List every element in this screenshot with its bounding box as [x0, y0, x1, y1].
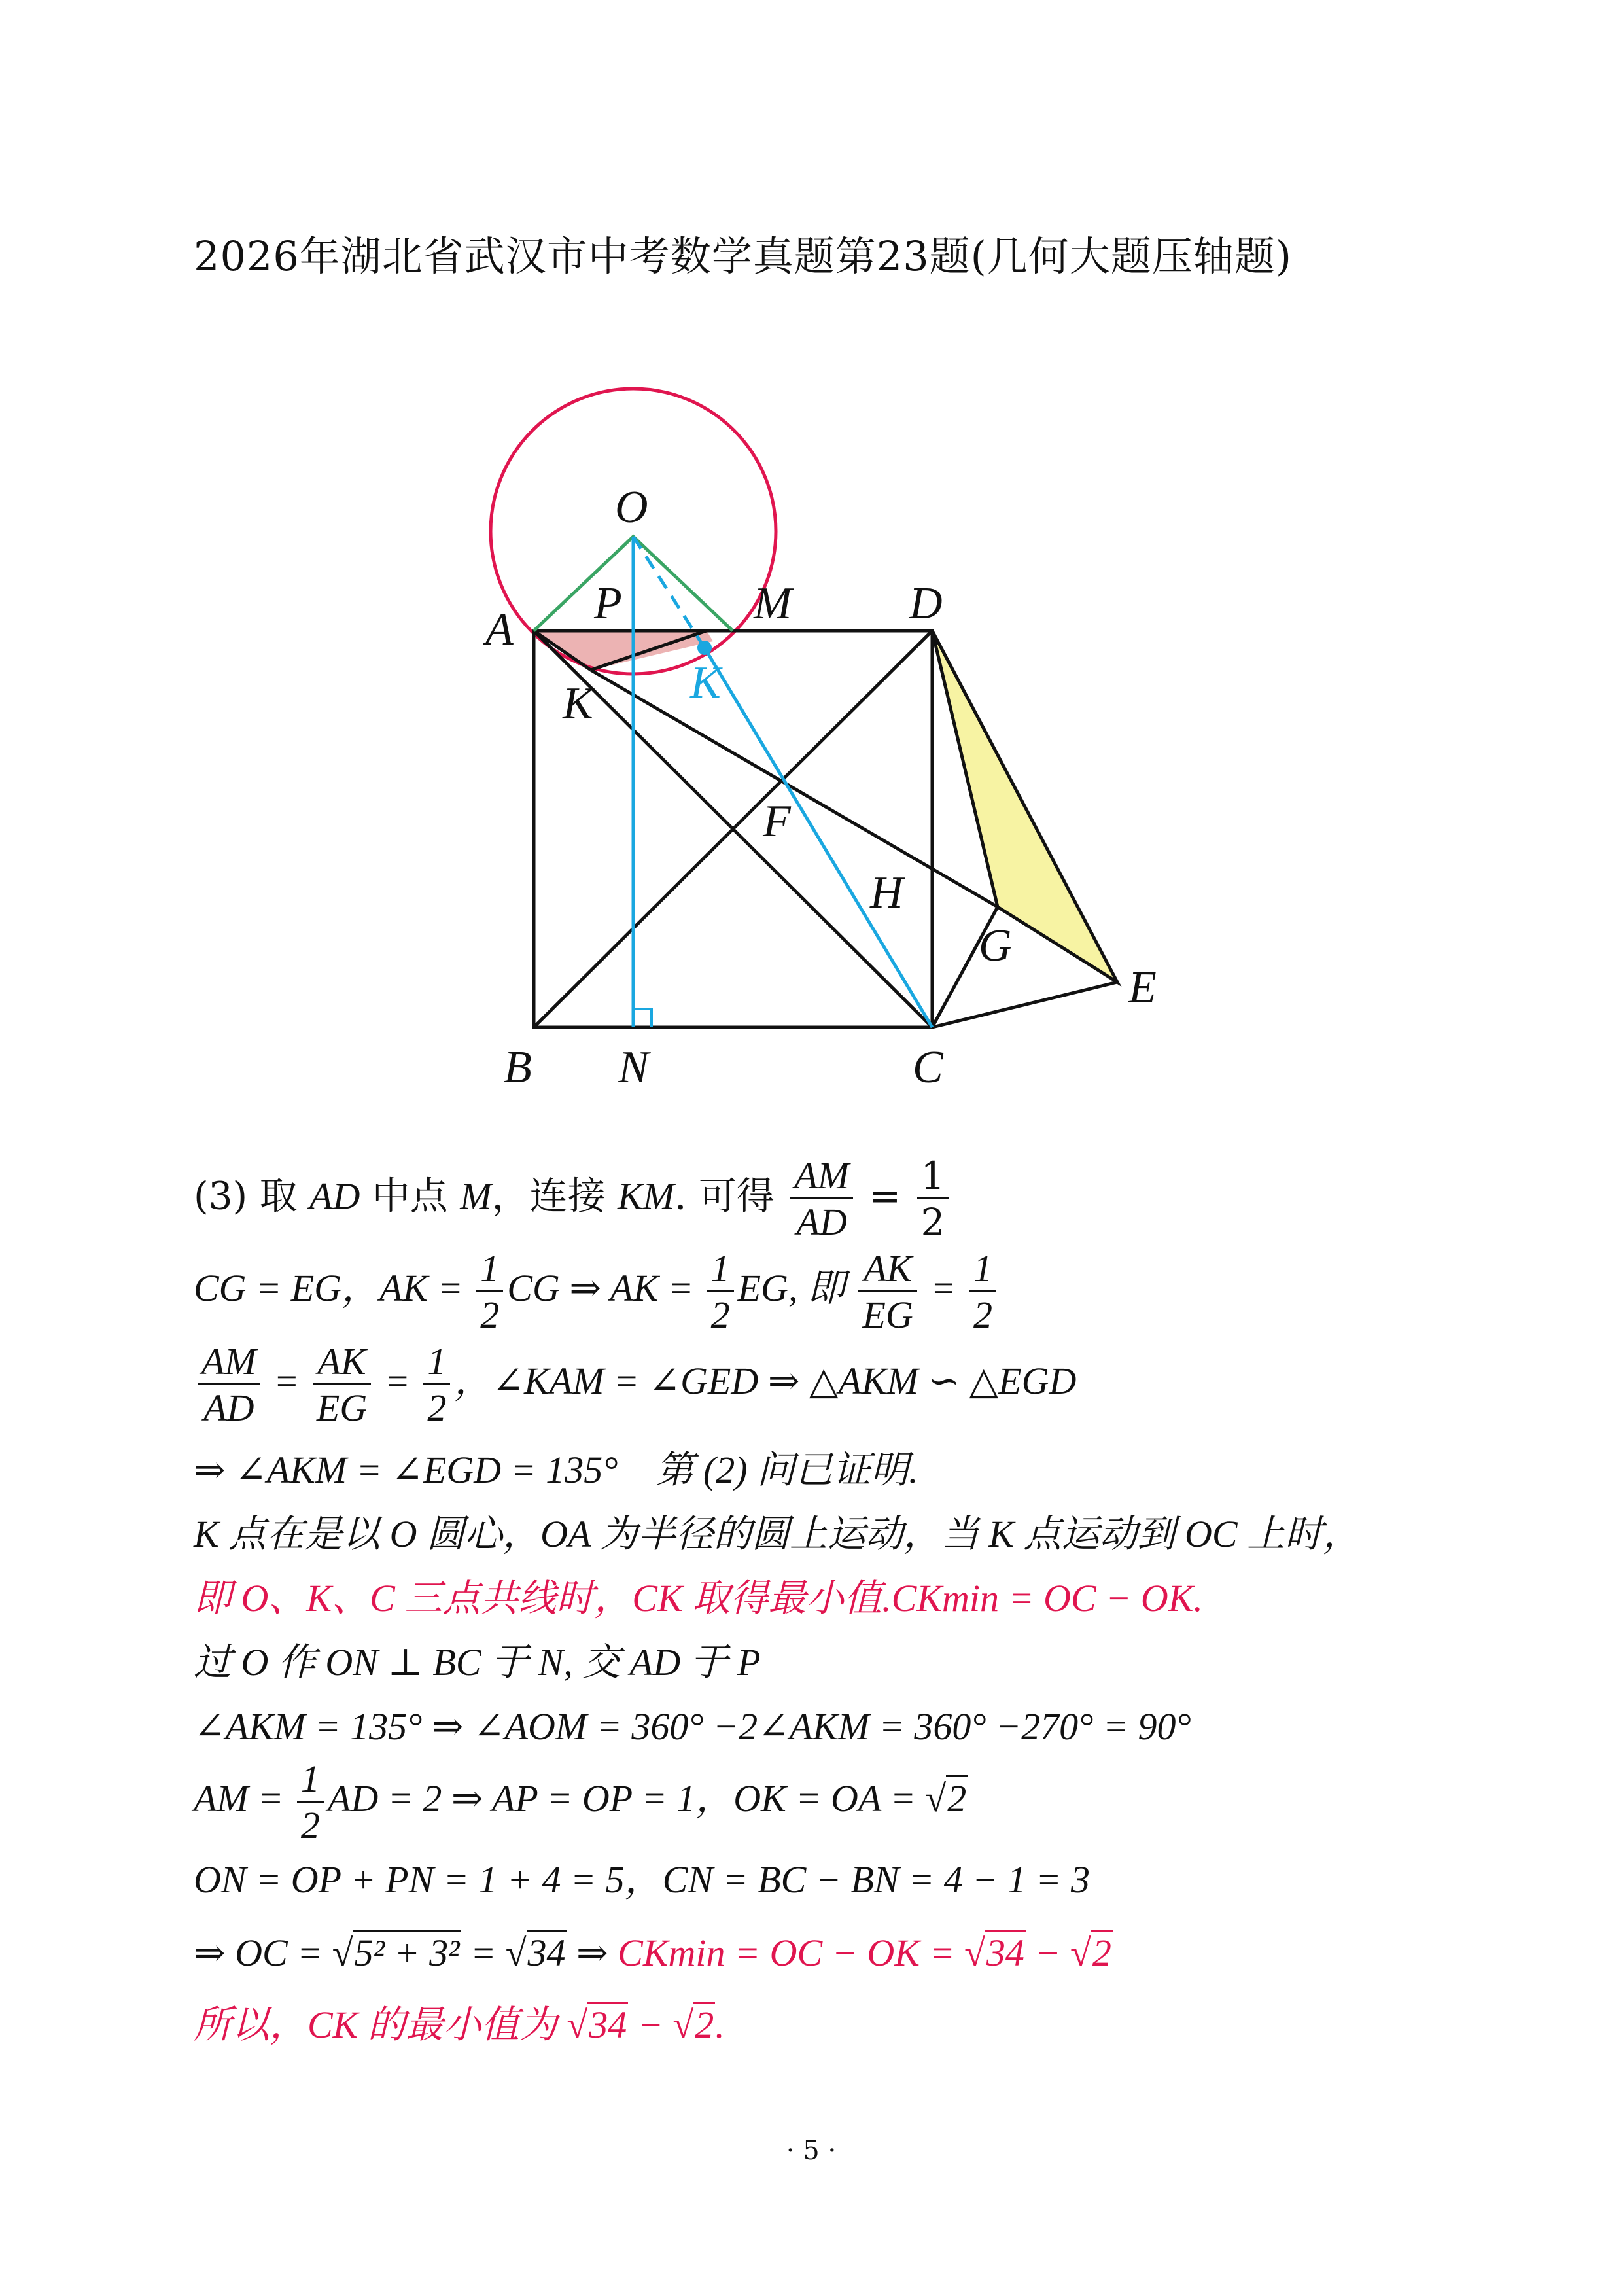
- sqrt-radicand-5: 34: [587, 2002, 628, 2046]
- sol9-text-b: AD = 2 ⇒ AP = OP = 1，OK = OA = √: [327, 1776, 947, 1820]
- solution-line-8: ∠AKM = 135° ⇒ ∠AOM = 360° −2∠AKM = 360° −270° = 90°: [194, 1705, 1191, 1748]
- fraction-ak-eg-2: $\frac{AK}{EG}$: [313, 1343, 371, 1427]
- label-m: M: [754, 578, 792, 629]
- point-k-cyan: [697, 641, 712, 655]
- solution-line-1: [194, 1154, 952, 1245]
- label-b: B: [504, 1042, 532, 1093]
- sol12-text-c: .: [715, 2004, 725, 2046]
- label-o: O: [615, 482, 648, 533]
- label-k-black: K: [563, 679, 593, 729]
- fraction-ak-eg: $\frac{AK}{EG}$: [858, 1250, 916, 1334]
- sol9-text-a: AM =: [194, 1776, 293, 1820]
- sol11-text-d: CKmin = OC − OK = √: [618, 1932, 985, 1974]
- segment-kc: [705, 648, 932, 1027]
- fraction-half-1: $\frac{1}{2}$: [476, 1250, 503, 1334]
- label-a: A: [485, 605, 514, 655]
- right-angle-mark: [633, 1009, 652, 1027]
- sol11-text-b: = √: [461, 1932, 527, 1974]
- sol12-text-a: 所以，CK 的最小值为 √: [194, 2004, 588, 2046]
- sol11-text-e: − √: [1025, 1932, 1091, 1974]
- segment-ce: [932, 982, 1117, 1027]
- sol12-text-b: − √: [628, 2004, 694, 2046]
- sol2-text-c: EG, 即: [737, 1266, 855, 1309]
- label-f: F: [763, 796, 791, 847]
- solution-line-5: K 点在是以 O 圆心，OA 为半径的圆上运动，当 K 点运动到 OC 上时，: [194, 1513, 1361, 1555]
- solution-line-12: [194, 2002, 725, 2048]
- sqrt-2-radicand: 2: [946, 1775, 968, 1820]
- sol1-text-d: M: [460, 1174, 492, 1218]
- sqrt-radicand-4: 2: [1091, 1930, 1113, 1974]
- sol1-text-g: . 可得: [674, 1173, 787, 1218]
- segment-kg: [591, 670, 998, 907]
- sol2-text-e: =: [920, 1266, 966, 1309]
- sol1-text-b: AD: [309, 1174, 360, 1218]
- sol1-text-h: =: [857, 1173, 913, 1218]
- sol11-text-a: ⇒ OC = √: [194, 1932, 353, 1974]
- sqrt-radicand-2: 34: [527, 1930, 567, 1974]
- solution-line-2: [194, 1247, 1000, 1336]
- sqrt-radicand-1: 5² + 3²: [353, 1930, 461, 1974]
- solution-line-7: 过 O 作 ON ⊥ BC 于 N, 交 AD 于 P: [194, 1641, 761, 1684]
- solution-line-11: [194, 1930, 1113, 1976]
- label-k-cyan: K: [690, 658, 721, 708]
- sol1-text-e: ，连接: [491, 1173, 618, 1218]
- shaded-triangle-edg: [932, 631, 1117, 982]
- sol2-text-a: CG = EG，AK =: [194, 1266, 473, 1309]
- fraction-am-ad-2: $\frac{AM}{AD}$: [198, 1343, 260, 1427]
- sol1-text-c: 中点: [360, 1173, 461, 1218]
- sol1-text-f: KM: [618, 1174, 674, 1218]
- solution-line-9: [194, 1757, 968, 1846]
- label-n: N: [618, 1042, 649, 1093]
- label-c: C: [913, 1042, 943, 1093]
- sol3-text-a: =: [264, 1359, 309, 1402]
- page-title: 2026年湖北省武汉市中考数学真题第23题(几何大题压轴题): [194, 232, 1293, 280]
- sqrt-radicand-3: 34: [985, 1930, 1026, 1974]
- sol2-text-b: CG ⇒ AK =: [507, 1266, 703, 1309]
- fraction-half-5: $\frac{1}{2}$: [297, 1760, 324, 1845]
- sol1-text-a: (3) 取: [194, 1173, 310, 1218]
- fraction-half: $\frac{1}{2}$: [917, 1157, 949, 1241]
- sol11-text-c: ⇒: [567, 1932, 618, 1974]
- sqrt-radicand-6: 2: [693, 2002, 715, 2046]
- page-number: · 5 ·: [786, 2136, 837, 2166]
- fraction-half-3: $\frac{1}{2}$: [969, 1250, 996, 1334]
- fraction-half-4: $\frac{1}{2}$: [423, 1343, 450, 1427]
- sol3-text-b: =: [375, 1359, 420, 1402]
- label-p: P: [594, 578, 622, 629]
- sol3-text-c: ，∠KAM = ∠GED ⇒ △AKM ∽ △EGD: [454, 1359, 1077, 1402]
- solution-line-3: [194, 1340, 1077, 1429]
- solution-line-6: 即 O、K、C 三点共线时，CK 取得最小值.CKmin = OC − OK.: [194, 1577, 1203, 1619]
- label-d: D: [909, 578, 943, 629]
- solution-line-10: ON = OP + PN = 1 + 4 = 5，CN = BC − BN = 4 − 1 = 3: [194, 1858, 1090, 1901]
- label-e: E: [1128, 963, 1157, 1013]
- label-g: G: [979, 921, 1012, 971]
- label-h: H: [870, 868, 903, 918]
- solution-line-4: ⇒ ∠AKM = ∠EGD = 135° 第 (2) 问已证明.: [194, 1449, 918, 1491]
- fraction-am-ad: $\frac{AM}{AD}$: [790, 1157, 853, 1241]
- fraction-half-2: $\frac{1}{2}$: [707, 1250, 734, 1334]
